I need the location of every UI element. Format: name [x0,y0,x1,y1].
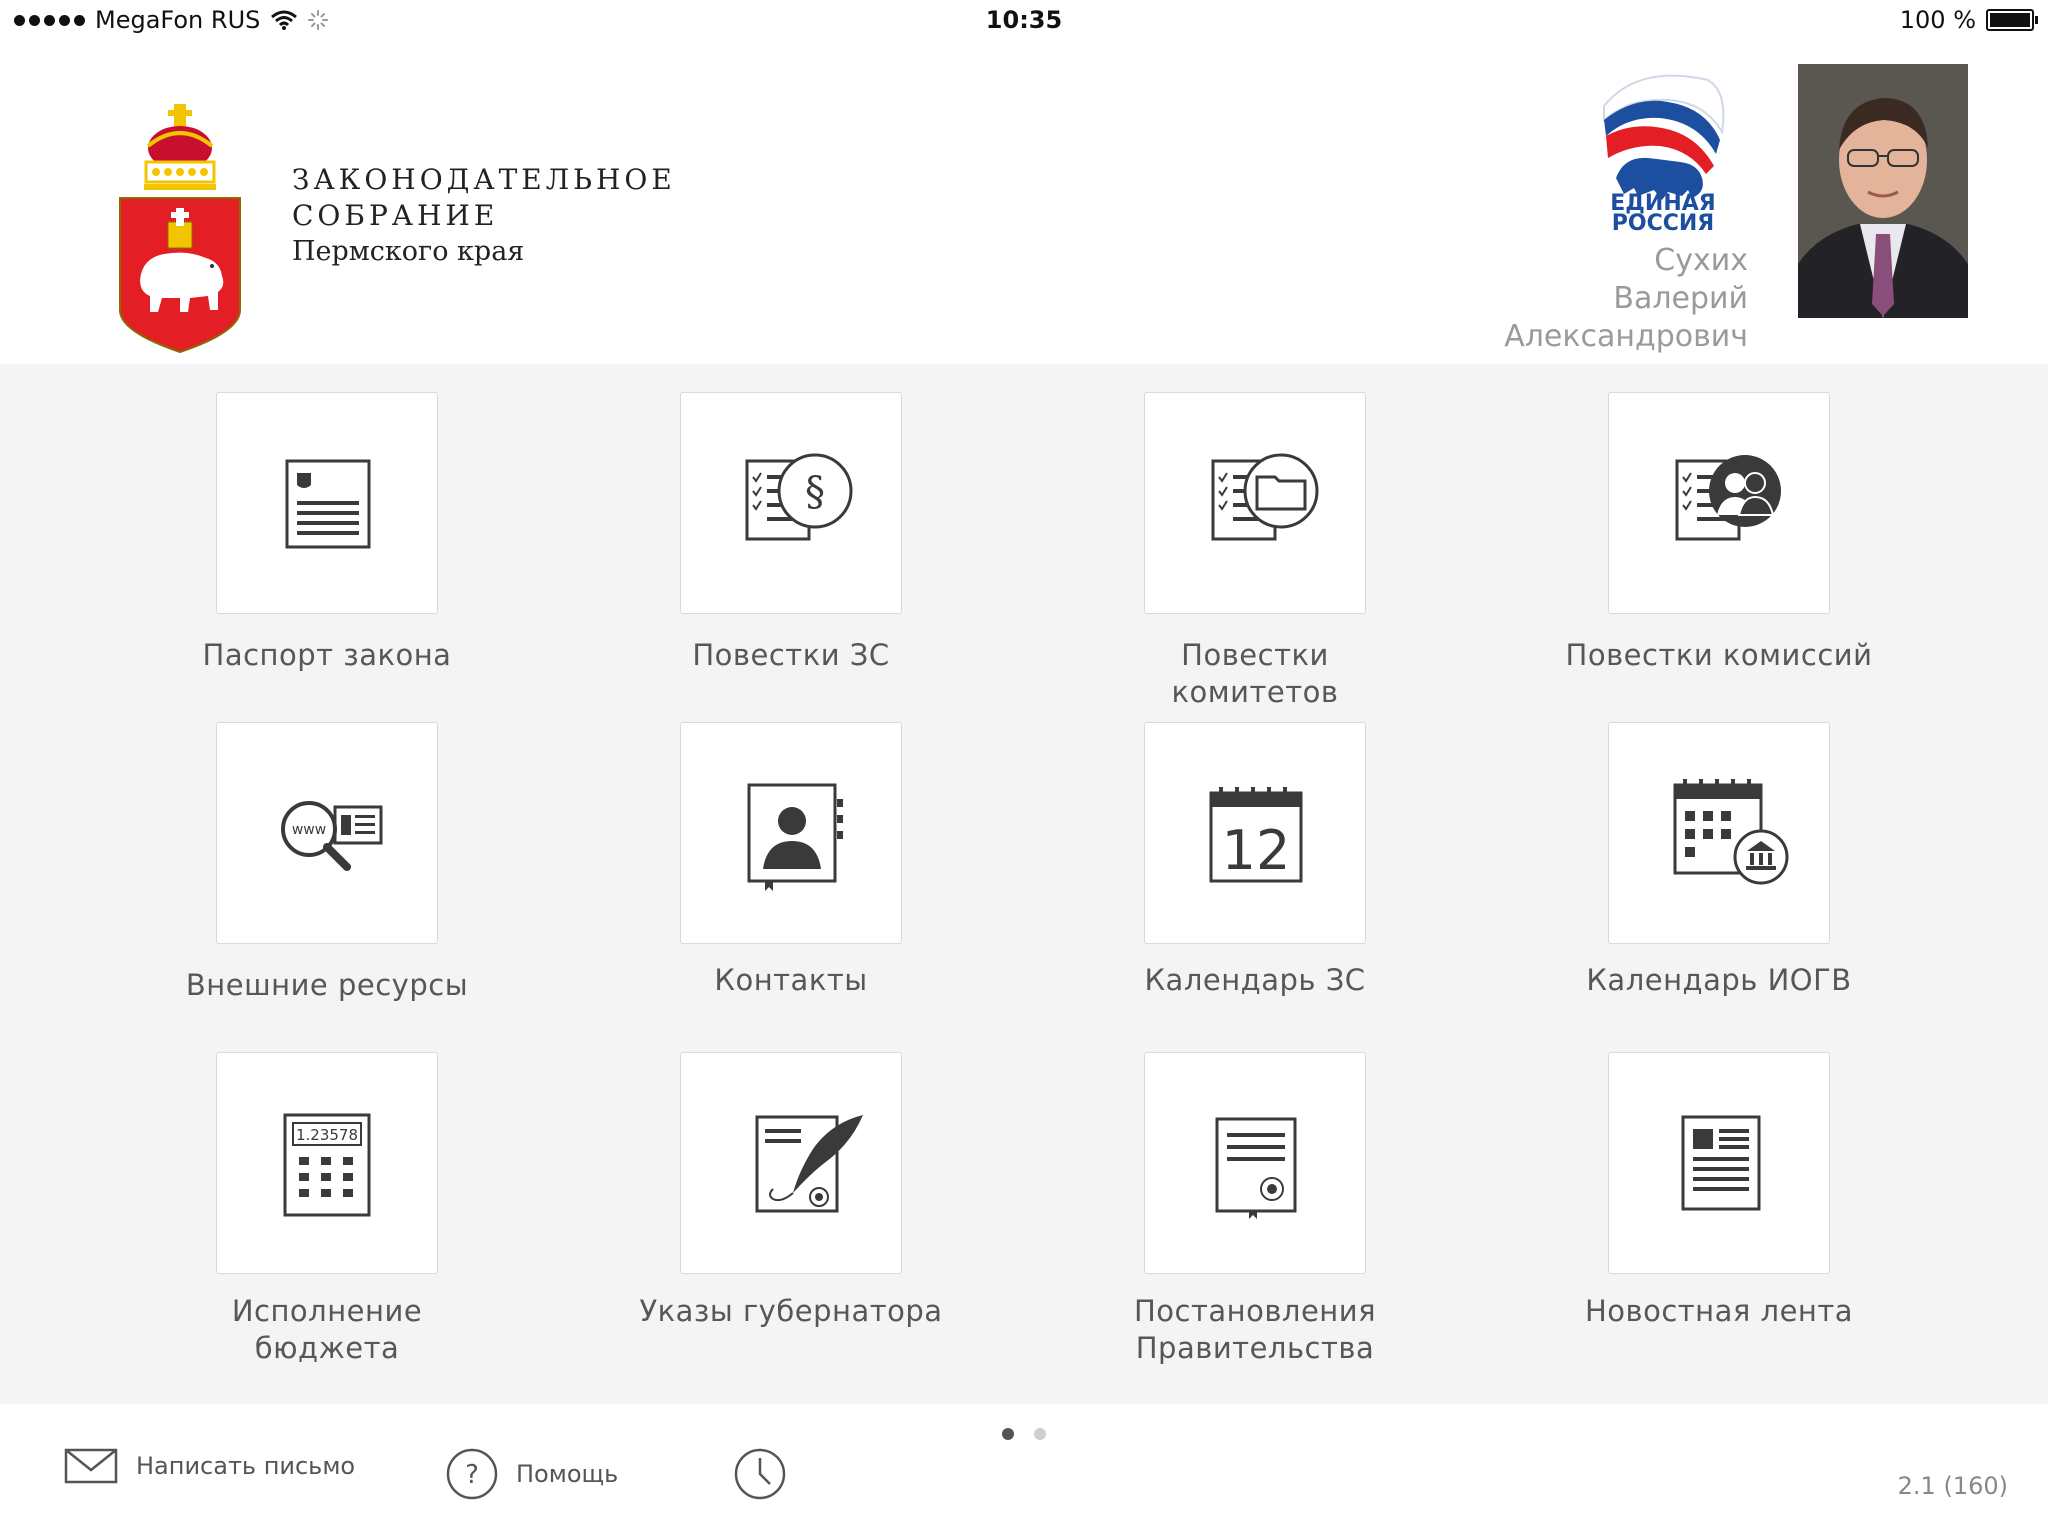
org-name-line1: ЗАКОНОДАТЕЛЬНОЕ [292,163,676,196]
envelope-icon [64,1448,118,1484]
agenda-commissions-icon [1609,393,1831,615]
deputy-photo[interactable] [1798,64,1968,318]
tile-law-passport[interactable] [216,392,438,614]
tile-label-session-calendar: Календарь ЗС [1144,963,1366,997]
status-bar [0,0,2048,42]
tile-label-external-resources: Внешние ресурсы [185,968,469,1002]
tile-iogv-calendar[interactable] [1608,722,1830,944]
page-dot-1[interactable] [1002,1428,1014,1440]
www-search-icon [217,723,439,945]
battery-percent: 100 % [1899,6,1976,34]
agenda-section-icon [681,393,903,615]
status-time: 10:35 [985,6,1063,34]
contacts-book-icon [681,723,903,945]
svg-text:§: § [805,469,825,515]
calculator-icon [217,1053,439,1275]
tile-news-feed[interactable] [1608,1052,1830,1274]
calculator-display-value: 1.23578 [295,1126,359,1144]
tile-label-news-feed: Новостная лента [1584,1294,1854,1328]
decree-quill-icon [681,1053,903,1275]
tile-contacts[interactable] [680,722,902,944]
tile-session-calendar[interactable] [1144,722,1366,944]
help-question-icon [446,1448,498,1500]
org-name-line2: СОБРАНИЕ [292,199,499,232]
tile-label-iogv-calendar: Календарь ИОГВ [1586,963,1852,997]
calendar-building-icon [1609,723,1831,945]
page-indicator[interactable] [0,1428,2048,1440]
perm-coat-of-arms-logo [118,102,242,358]
tile-governor-decrees[interactable] [680,1052,902,1274]
write-letter-button[interactable] [64,1448,355,1484]
battery-icon [1986,9,2034,31]
calendar-day-number: 12 [1221,819,1291,882]
tile-label-government-resolutions: Постановления Правительства [1133,1294,1377,1365]
tile-commission-agenda[interactable] [1608,392,1830,614]
history-button[interactable] [734,1448,786,1500]
org-name-line3: Пермского края [292,236,525,267]
law-passport-icon [217,393,439,615]
deputy-surname: Сухих [1654,243,1748,278]
header [0,42,2048,364]
deputy-first-name: Валерий [1613,281,1748,316]
calendar-12-icon [1145,723,1367,945]
tile-session-agenda[interactable] [680,392,902,614]
tile-committee-agenda[interactable] [1144,392,1366,614]
write-letter-label: Написать письмо [136,1452,356,1480]
help-button[interactable] [446,1448,618,1500]
tile-label-committee-agenda: Повестки комитетов [1171,638,1339,709]
help-label: Помощь [516,1460,619,1488]
organization-name [292,162,676,270]
clock-icon [734,1448,786,1500]
party-logo-line2: РОССИЯ [1611,211,1715,232]
tile-label-commission-agenda: Повестки комиссий [1565,638,1873,672]
svg-text:www: www [291,822,327,838]
party-logo-line1: ЕДИНАЯ [1610,191,1716,216]
carrier-name: MegaFon RUS [95,6,261,34]
tile-external-resources[interactable] [216,722,438,944]
tile-budget-execution[interactable] [216,1052,438,1274]
svg-text:?: ? [465,1460,479,1490]
resolution-seal-icon [1145,1053,1367,1275]
tile-label-law-passport: Паспорт закона [202,638,452,672]
tile-label-session-agenda: Повестки ЗС [692,638,890,672]
news-feed-icon [1609,1053,1831,1275]
tile-label-contacts: Контакты [714,963,868,997]
agenda-committees-icon [1145,393,1367,615]
bottom-toolbar [0,1404,2048,1536]
deputy-patronymic: Александрович [1504,319,1748,354]
tile-label-governor-decrees: Указы губернатора [639,1294,943,1328]
deputy-name [1504,242,1748,356]
tile-government-resolutions[interactable] [1144,1052,1366,1274]
tile-label-budget-execution: Исполнение бюджета [231,1294,423,1365]
page-dot-2[interactable] [1034,1428,1046,1440]
app-version: 2.1 (160) [1897,1472,2008,1500]
united-russia-logo [1598,70,1728,232]
